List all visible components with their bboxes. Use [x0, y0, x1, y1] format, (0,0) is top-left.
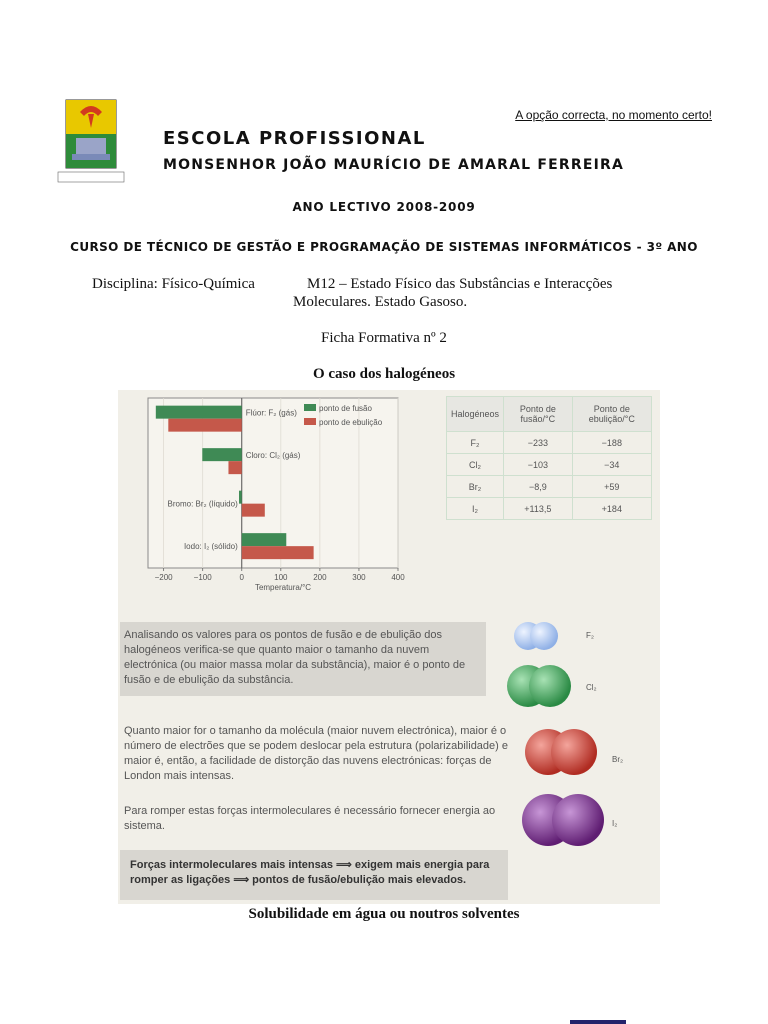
table-cell: −233 [504, 432, 573, 454]
bar-fusion-0 [156, 406, 242, 419]
molecule-label: Cl₂ [586, 683, 597, 692]
x-tick-label: 0 [239, 573, 244, 582]
table-row [447, 498, 652, 520]
module-line1: M12 – Estado Físico das Substâncias e Interacções [307, 276, 613, 292]
molecule-cl2 [507, 665, 597, 707]
bar-boiling-2 [242, 504, 265, 517]
table-header-row [447, 397, 652, 432]
bar-boiling-1 [228, 461, 241, 474]
text-block-1: Analisando os valores para os pontos de fusão e de ebulição dos halogéneos verifica-se que quanto maior o tamanho da nuvem electrónica (ou maior massa molar da substância), maior é o ponto de fusão e de ebulição da substância. [124, 629, 466, 686]
molecule-br2 [525, 729, 623, 775]
table-cell: I₂ [447, 498, 504, 520]
category-label: Iodo: I₂ (sólido) [183, 542, 238, 552]
molecule-models [500, 608, 650, 848]
table-cell: −188 [572, 432, 651, 454]
table-row [447, 454, 652, 476]
school-name-line1: ESCOLA PROFISSIONAL [163, 128, 426, 149]
x-tick-label: 300 [352, 573, 366, 582]
legend-label-fusion: ponto de fusão [319, 404, 372, 413]
x-tick-label: 400 [391, 573, 405, 582]
module-line2: Moleculares. Estado Gasoso. [293, 294, 468, 310]
legend-label-boiling: ponto de ebulição [319, 418, 383, 427]
text-block-4: Forças intermoleculares mais intensas ⟹ exigem mais energia para romper as ligações ⟹ pontos de fusão/ebulição mais elevados. [130, 859, 490, 886]
category-label: Bromo: Br₂ (líquido) [167, 499, 238, 509]
x-axis-label: Temperatura/°C [254, 583, 312, 592]
category-label: Cloro: Cl₂ (gás) [245, 451, 301, 461]
legend-swatch-fusion [304, 404, 316, 411]
molecule-label: I₂ [612, 819, 618, 828]
molecule-label: Br₂ [612, 755, 624, 764]
bar-boiling-0 [168, 419, 241, 432]
x-tick-label: −100 [193, 573, 212, 582]
text-block-2: Quanto maior for o tamanho da molécula (maior nuvem electrónica), maior é o número de electrões que se podem deslocar pela estrutura (polarizabilidade) e maior é, então, a facilidade de distorção das nuvens electrónicas: forças de London mais intensas. [124, 725, 509, 782]
school-year: ANO LECTIVO 2008-2009 [292, 200, 476, 214]
molecule-f2 [514, 622, 594, 650]
table-cell: Br₂ [447, 476, 504, 498]
worksheet-title: Ficha Formativa nº 2 [321, 330, 447, 346]
table-cell: −103 [504, 454, 573, 476]
table-header: Ponto de ebulição/°C [572, 397, 651, 432]
legend-swatch-boiling [304, 418, 316, 425]
x-tick-label: 200 [313, 573, 327, 582]
course-title: CURSO DE TÉCNICO DE GESTÃO E PROGRAMAÇÃO DE SISTEMAS INFORMÁTICOS - 3º ANO [70, 240, 698, 254]
school-logo [54, 98, 128, 186]
melting-boiling-chart [118, 392, 418, 598]
school-name-line2: MONSENHOR JOÃO MAURÍCIO DE AMARAL FERREIRA [163, 157, 625, 173]
x-tick-label: −200 [154, 573, 173, 582]
table-cell: +184 [572, 498, 651, 520]
halogen-table [446, 396, 652, 520]
bar-fusion-3 [242, 533, 287, 546]
table-row [447, 432, 652, 454]
molecule-i2 [522, 794, 617, 846]
table-row [447, 476, 652, 498]
table-header: Ponto de fusão/°C [504, 397, 573, 432]
x-tick-label: 100 [274, 573, 288, 582]
table-cell: F₂ [447, 432, 504, 454]
molecule-label: F₂ [586, 631, 594, 640]
table-cell: Cl₂ [447, 454, 504, 476]
table-cell: −34 [572, 454, 651, 476]
bar-boiling-3 [242, 546, 314, 559]
discipline: Disciplina: Físico-Química [92, 276, 255, 292]
table-header: Halogéneos [447, 397, 504, 432]
table-cell: +113,5 [504, 498, 573, 520]
category-label: Flúor: F₂ (gás) [245, 408, 297, 418]
section-title: O caso dos halogéneos [312, 366, 456, 382]
tagline: A opção correcta, no momento certo! [515, 108, 712, 122]
bar-fusion-2 [239, 491, 242, 504]
bar-fusion-1 [202, 448, 241, 461]
table-cell: +59 [572, 476, 651, 498]
text-block-3: Para romper estas forças intermoleculares é necessário fornecer energia ao sistema. [124, 805, 496, 832]
section2-title: Solubilidade em água ou noutros solventes [248, 906, 520, 922]
page-corner-tab [570, 1020, 626, 1024]
table-cell: −8,9 [504, 476, 573, 498]
